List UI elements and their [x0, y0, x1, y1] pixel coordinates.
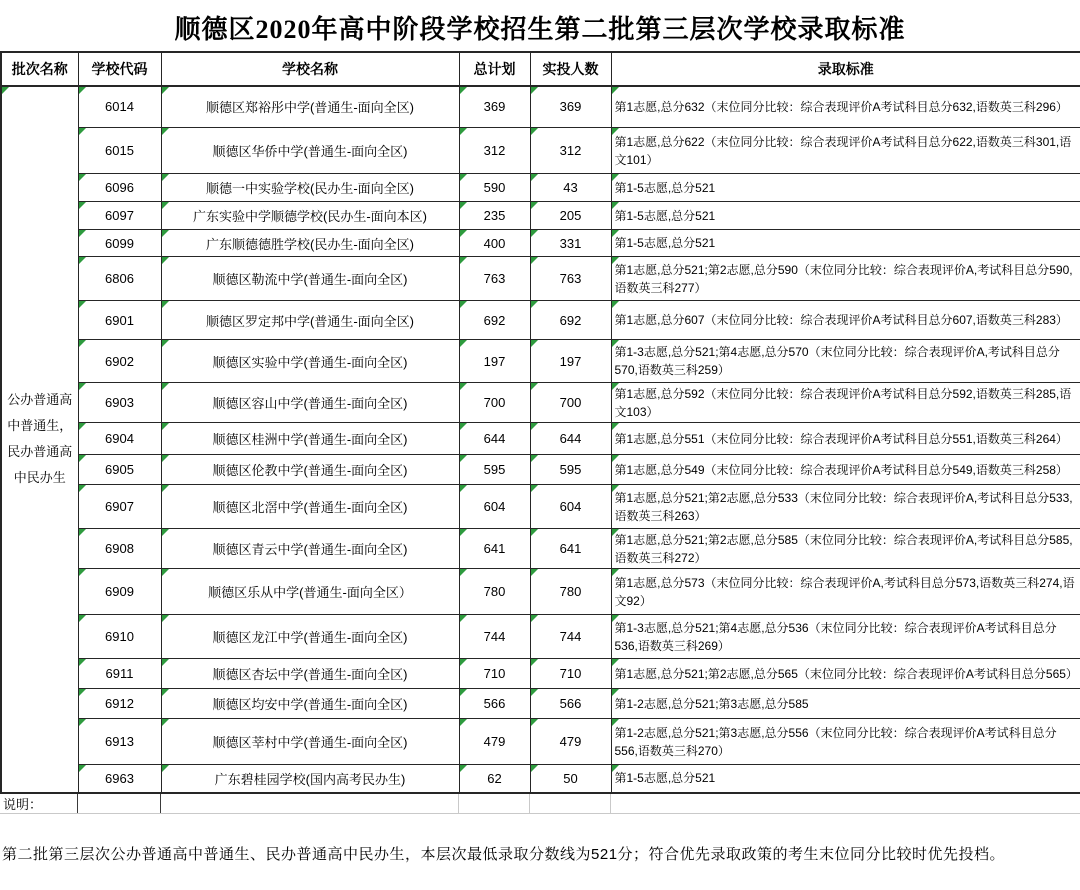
school-name-cell: 顺德区北滘中学(普通生-面向全区): [161, 485, 459, 529]
green-corner-marker: [460, 765, 467, 772]
school-code-cell: 6097: [78, 202, 161, 230]
plan-cell: 235: [459, 202, 530, 230]
plan-cell: 604: [459, 485, 530, 529]
plan-cell: 744: [459, 615, 530, 659]
green-corner-marker: [460, 455, 467, 462]
actual-cell: 700: [530, 383, 611, 423]
green-corner-marker: [612, 455, 619, 462]
green-corner-marker: [460, 301, 467, 308]
standard-cell: 第1志愿,总分551（末位同分比较：综合表现评价A考试科目总分551,语数英三科264）: [611, 423, 1080, 455]
table-row: [1, 301, 1080, 340]
school-name-cell: 顺德区容山中学(普通生-面向全区): [161, 383, 459, 423]
green-corner-marker: [531, 128, 538, 135]
school-code-cell: 6912: [78, 689, 161, 719]
school-name-cell: 顺德区郑裕彤中学(普通生-面向全区): [161, 86, 459, 128]
green-corner-marker: [162, 569, 169, 576]
actual-cell: 566: [530, 689, 611, 719]
actual-cell: 595: [530, 455, 611, 485]
standard-cell: 第1-5志愿,总分521: [611, 230, 1080, 257]
green-corner-marker: [79, 87, 86, 94]
school-code-cell: 6910: [78, 615, 161, 659]
green-corner-marker: [162, 689, 169, 696]
actual-cell: 780: [530, 569, 611, 615]
admissions-table: [0, 51, 1080, 794]
green-corner-marker: [79, 485, 86, 492]
green-corner-marker: [460, 659, 467, 666]
plan-cell: 479: [459, 719, 530, 765]
green-corner-marker: [79, 615, 86, 622]
standard-cell: 第1志愿,总分521;第2志愿,总分585（末位同分比较：综合表现评价A,考试科目总分585,语数英三科272）: [611, 529, 1080, 569]
actual-cell: 331: [530, 230, 611, 257]
plan-cell: 700: [459, 383, 530, 423]
green-corner-marker: [531, 529, 538, 536]
green-corner-marker: [162, 87, 169, 94]
note-empty-cell: [529, 794, 610, 814]
note-label: 说明：: [0, 794, 77, 814]
green-corner-marker: [531, 569, 538, 576]
plan-cell: 312: [459, 128, 530, 174]
standard-cell: 第1志愿,总分592（末位同分比较：综合表现评价A考试科目总分592,语数英三科285,语文103）: [611, 383, 1080, 423]
green-corner-marker: [612, 301, 619, 308]
batch-name-cell: 公办普通高中普通生，民办普通高中民办生: [1, 86, 78, 793]
green-corner-marker: [531, 689, 538, 696]
green-corner-marker: [460, 128, 467, 135]
green-corner-marker: [460, 257, 467, 264]
school-code-cell: 6806: [78, 257, 161, 301]
green-corner-marker: [531, 423, 538, 430]
green-corner-marker: [79, 659, 86, 666]
green-corner-marker: [531, 230, 538, 237]
note-empty-cell: [160, 794, 458, 814]
plan-cell: 62: [459, 765, 530, 793]
plan-cell: 641: [459, 529, 530, 569]
green-corner-marker: [531, 257, 538, 264]
green-corner-marker: [612, 230, 619, 237]
standard-cell: 第1志愿,总分521;第2志愿,总分590（末位同分比较：综合表现评价A,考试科目总分590,语数英三科277）: [611, 257, 1080, 301]
plan-cell: 595: [459, 455, 530, 485]
plan-cell: 590: [459, 174, 530, 202]
green-corner-marker: [460, 569, 467, 576]
plan-cell: 400: [459, 230, 530, 257]
school-code-cell: 6099: [78, 230, 161, 257]
standard-cell: 第1志愿,总分632（末位同分比较：综合表现评价A考试科目总分632,语数英三科296）: [611, 86, 1080, 128]
green-corner-marker: [612, 615, 619, 622]
standard-cell: 第1志愿,总分549（末位同分比较：综合表现评价A考试科目总分549,语数英三科258）: [611, 455, 1080, 485]
green-corner-marker: [79, 174, 86, 181]
green-corner-marker: [612, 423, 619, 430]
actual-cell: 43: [530, 174, 611, 202]
green-corner-marker: [612, 659, 619, 666]
school-code-cell: 6903: [78, 383, 161, 423]
green-corner-marker: [460, 719, 467, 726]
table-row: [1, 128, 1080, 174]
school-code-cell: 6904: [78, 423, 161, 455]
standard-cell: 第1-3志愿,总分521;第4志愿,总分570（末位同分比较：综合表现评价A,考试科目总分570,语数英三科259）: [611, 340, 1080, 383]
school-name-cell: 顺德区均安中学(普通生-面向全区): [161, 689, 459, 719]
header-code: 学校代码: [78, 52, 161, 86]
green-corner-marker: [460, 485, 467, 492]
school-name-cell: 顺德一中实验学校(民办生-面向全区): [161, 174, 459, 202]
green-corner-marker: [460, 230, 467, 237]
school-name-cell: 顺德区罗定邦中学(普通生-面向全区): [161, 301, 459, 340]
green-corner-marker: [79, 529, 86, 536]
green-corner-marker: [460, 423, 467, 430]
table-row: [1, 719, 1080, 765]
school-code-cell: 6907: [78, 485, 161, 529]
standard-cell: 第1志愿,总分521;第2志愿,总分565（末位同分比较：综合表现评价A考试科目总分565）: [611, 659, 1080, 689]
green-corner-marker: [612, 87, 619, 94]
note-empty-cell: [77, 794, 160, 814]
actual-cell: 710: [530, 659, 611, 689]
green-corner-marker: [162, 202, 169, 209]
green-corner-marker: [162, 423, 169, 430]
school-code-cell: 6902: [78, 340, 161, 383]
actual-cell: 692: [530, 301, 611, 340]
school-name-cell: 顺德区龙江中学(普通生-面向全区): [161, 615, 459, 659]
table-row: [1, 569, 1080, 615]
table-row: [1, 86, 1080, 128]
school-name-cell: 顺德区乐从中学(普通生-面向全区）: [161, 569, 459, 615]
green-corner-marker: [79, 765, 86, 772]
school-code-cell: 6908: [78, 529, 161, 569]
table-row: [1, 689, 1080, 719]
green-corner-marker: [531, 485, 538, 492]
table-row: [1, 455, 1080, 485]
table-row: [1, 230, 1080, 257]
standard-cell: 第1-5志愿,总分521: [611, 202, 1080, 230]
green-corner-marker: [531, 455, 538, 462]
plan-cell: 644: [459, 423, 530, 455]
school-name-cell: 广东实验中学顺德学校(民办生-面向本区): [161, 202, 459, 230]
green-corner-marker: [162, 615, 169, 622]
green-corner-marker: [79, 301, 86, 308]
school-code-cell: 6901: [78, 301, 161, 340]
green-corner-marker: [612, 174, 619, 181]
table-row: [1, 257, 1080, 301]
green-corner-marker: [79, 719, 86, 726]
standard-cell: 第1志愿,总分622（末位同分比较：综合表现评价A考试科目总分622,语数英三科301,语文101）: [611, 128, 1080, 174]
standard-cell: 第1-2志愿,总分521;第3志愿,总分556（末位同分比较：综合表现评价A考试科目总分556,语数英三科270）: [611, 719, 1080, 765]
green-corner-marker: [79, 257, 86, 264]
green-corner-marker: [162, 455, 169, 462]
header-name: 学校名称: [161, 52, 459, 86]
standard-cell: 第1-2志愿,总分521;第3志愿,总分585: [611, 689, 1080, 719]
green-corner-marker: [612, 765, 619, 772]
green-corner-marker: [531, 719, 538, 726]
green-corner-marker: [162, 719, 169, 726]
standard-cell: 第1-5志愿,总分521: [611, 765, 1080, 793]
document-page: [0, 16, 1080, 890]
standard-cell: 第1-3志愿,总分521;第4志愿,总分536（末位同分比较：综合表现评价A考试科目总分536,语数英三科269）: [611, 615, 1080, 659]
school-name-cell: 顺德区实验中学(普通生-面向全区): [161, 340, 459, 383]
standard-cell: 第1志愿,总分573（末位同分比较：综合表现评价A,考试科目总分573,语数英三科274,语文92）: [611, 569, 1080, 615]
green-corner-marker: [531, 615, 538, 622]
green-corner-marker: [460, 529, 467, 536]
green-corner-marker: [162, 485, 169, 492]
green-corner-marker: [162, 383, 169, 390]
green-corner-marker: [531, 87, 538, 94]
standard-cell: 第1-5志愿,总分521: [611, 174, 1080, 202]
table-row: [1, 485, 1080, 529]
green-corner-marker: [79, 423, 86, 430]
green-corner-marker: [612, 529, 619, 536]
green-corner-marker: [531, 765, 538, 772]
green-corner-marker: [79, 455, 86, 462]
actual-cell: 369: [530, 86, 611, 128]
standard-cell: 第1志愿,总分607（末位同分比较：综合表现评价A考试科目总分607,语数英三科283）: [611, 301, 1080, 340]
actual-cell: 641: [530, 529, 611, 569]
school-code-cell: 6909: [78, 569, 161, 615]
table-row: [1, 383, 1080, 423]
table-row: [1, 174, 1080, 202]
green-corner-marker: [612, 128, 619, 135]
green-corner-marker: [79, 340, 86, 347]
actual-cell: 312: [530, 128, 611, 174]
page-title: 顺德区2020年高中阶段学校招生第二批第三层次学校录取标准: [174, 15, 906, 44]
note-empty-cell: [458, 794, 529, 814]
green-corner-marker: [612, 569, 619, 576]
green-corner-marker: [612, 383, 619, 390]
school-name-cell: 顺德区桂洲中学(普通生-面向全区): [161, 423, 459, 455]
school-code-cell: 6911: [78, 659, 161, 689]
green-corner-marker: [460, 87, 467, 94]
green-corner-marker: [612, 202, 619, 209]
plan-cell: 780: [459, 569, 530, 615]
green-corner-marker: [460, 202, 467, 209]
actual-cell: 744: [530, 615, 611, 659]
green-corner-marker: [612, 340, 619, 347]
school-code-cell: 6015: [78, 128, 161, 174]
actual-cell: 604: [530, 485, 611, 529]
green-corner-marker: [531, 174, 538, 181]
green-corner-marker: [612, 719, 619, 726]
green-corner-marker: [460, 383, 467, 390]
actual-cell: 763: [530, 257, 611, 301]
table-row: [1, 423, 1080, 455]
green-corner-marker: [460, 689, 467, 696]
green-corner-marker: [162, 340, 169, 347]
green-corner-marker: [612, 485, 619, 492]
table-row: [1, 202, 1080, 230]
table-row: [1, 615, 1080, 659]
standard-cell: 第1志愿,总分521;第2志愿,总分533（末位同分比较：综合表现评价A,考试科目总分533,语数英三科263）: [611, 485, 1080, 529]
school-name-cell: 广东顺德德胜学校(民办生-面向全区): [161, 230, 459, 257]
school-name-cell: 顺德区青云中学(普通生-面向全区): [161, 529, 459, 569]
green-corner-marker: [162, 174, 169, 181]
header-batch: 批次名称: [1, 52, 78, 86]
plan-cell: 763: [459, 257, 530, 301]
green-corner-marker: [2, 87, 9, 94]
header-plan: 总计划: [459, 52, 530, 86]
green-corner-marker: [162, 765, 169, 772]
school-name-cell: 顺德区伦教中学(普通生-面向全区): [161, 455, 459, 485]
table-row: [1, 765, 1080, 793]
green-corner-marker: [612, 689, 619, 696]
school-code-cell: 6905: [78, 455, 161, 485]
green-corner-marker: [531, 340, 538, 347]
header-actual: 实投人数: [530, 52, 611, 86]
plan-cell: 197: [459, 340, 530, 383]
green-corner-marker: [531, 659, 538, 666]
plan-cell: 692: [459, 301, 530, 340]
green-corner-marker: [531, 202, 538, 209]
plan-cell: 710: [459, 659, 530, 689]
note-empty-cell: [610, 794, 1080, 814]
green-corner-marker: [531, 383, 538, 390]
plan-cell: 369: [459, 86, 530, 128]
green-corner-marker: [460, 340, 467, 347]
green-corner-marker: [162, 230, 169, 237]
school-name-cell: 顺德区勒流中学(普通生-面向全区): [161, 257, 459, 301]
school-code-cell: 6963: [78, 765, 161, 793]
actual-cell: 479: [530, 719, 611, 765]
green-corner-marker: [162, 301, 169, 308]
note-row: [0, 794, 1080, 814]
green-corner-marker: [162, 128, 169, 135]
green-corner-marker: [79, 230, 86, 237]
footer-note: 第二批第三层次公办普通高中普通生、民办普通高中民办生，本层次最低录取分数线为521分；符合优先录取政策的考生末位同分比较时优先投档。: [2, 845, 1006, 863]
green-corner-marker: [79, 128, 86, 135]
header-row: [1, 52, 1080, 86]
green-corner-marker: [612, 257, 619, 264]
school-name-cell: 顺德区华侨中学(普通生-面向全区): [161, 128, 459, 174]
school-name-cell: 顺德区莘村中学(普通生-面向全区): [161, 719, 459, 765]
green-corner-marker: [79, 202, 86, 209]
actual-cell: 205: [530, 202, 611, 230]
actual-cell: 197: [530, 340, 611, 383]
school-name-cell: 广东碧桂园学校(国内高考民办生): [161, 765, 459, 793]
table-row: [1, 529, 1080, 569]
actual-cell: 644: [530, 423, 611, 455]
school-name-cell: 顺德区杏坛中学(普通生-面向全区): [161, 659, 459, 689]
actual-cell: 50: [530, 765, 611, 793]
green-corner-marker: [460, 615, 467, 622]
green-corner-marker: [162, 659, 169, 666]
school-code-cell: 6913: [78, 719, 161, 765]
green-corner-marker: [162, 529, 169, 536]
school-code-cell: 6096: [78, 174, 161, 202]
table-row: [1, 659, 1080, 689]
plan-cell: 566: [459, 689, 530, 719]
table-row: [1, 340, 1080, 383]
green-corner-marker: [531, 301, 538, 308]
green-corner-marker: [79, 383, 86, 390]
green-corner-marker: [460, 174, 467, 181]
green-corner-marker: [162, 257, 169, 264]
school-code-cell: 6014: [78, 86, 161, 128]
green-corner-marker: [79, 689, 86, 696]
header-standard: 录取标准: [611, 52, 1080, 86]
green-corner-marker: [79, 569, 86, 576]
